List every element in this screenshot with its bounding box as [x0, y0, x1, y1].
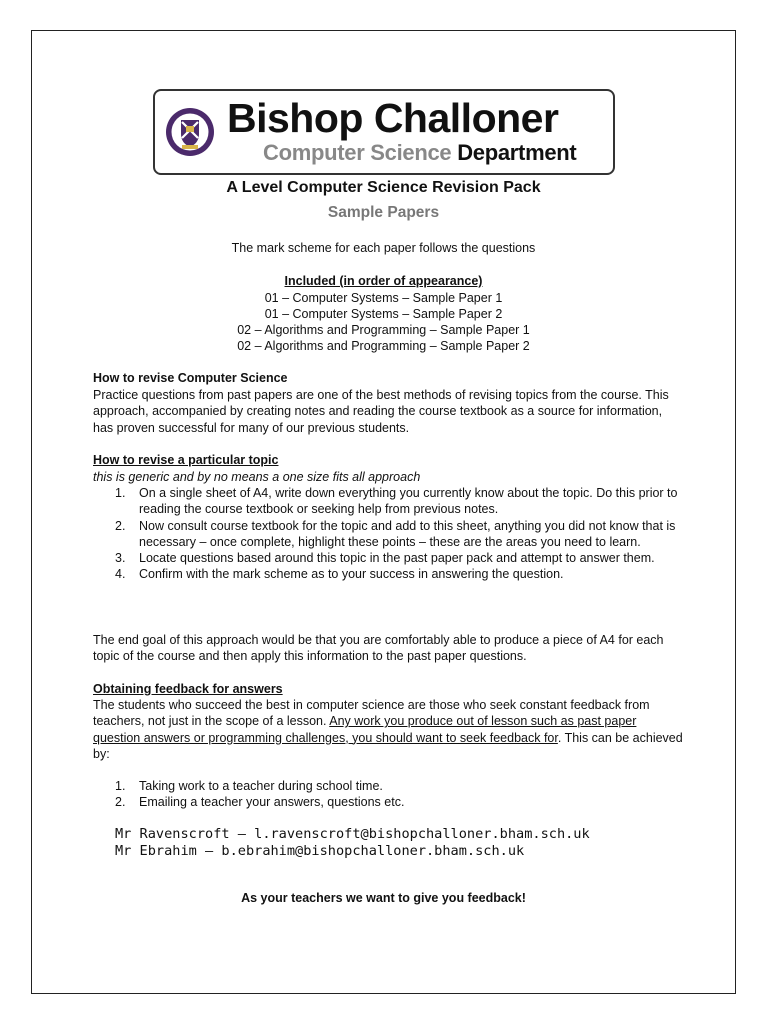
intro-text: The mark scheme for each paper follows the questions [231, 241, 536, 255]
list-item [93, 794, 683, 810]
step-number: 4. [115, 567, 126, 582]
topic-note: this is generic and by no means a one size fits all approach [93, 470, 421, 484]
list-item [93, 550, 683, 566]
method-text: Taking work to a teacher during school time. [139, 779, 383, 793]
feedback-heading: Obtaining feedback for answers [93, 682, 283, 696]
list-item [93, 778, 683, 794]
school-crest-icon [165, 107, 215, 157]
step-text: On a single sheet of A4, write down everything you currently know about the topic. Do this prior to reading the course textbook or seeking help from previous notes. [139, 486, 678, 517]
teacher-contact: Mr Ravenscroft – l.ravenscroft@bishopchalloner.bham.sch.uk [115, 826, 590, 842]
step-text: Now consult course textbook for the topic and add to this sheet, anything you did not know that is necessary – once complete, highlight these points – these are the areas you need to learn. [139, 518, 676, 549]
school-logo-banner [153, 89, 615, 175]
list-item [93, 518, 683, 551]
teacher-contact: Mr Ebrahim – b.ebrahim@bishopchalloner.bham.sch.uk [115, 843, 525, 859]
step-text: Confirm with the mark scheme as to your success in answering the question. [139, 567, 564, 582]
revise-body: Practice questions from past papers are one of the best methods of revising topics from the course. This approach, accompanied by creating notes and reading the course textbook as a source for information, has proven successful for many of our previous students. [93, 388, 669, 435]
list-item [93, 485, 683, 518]
step-text: Locate questions based around this topic in the past paper pack and attempt to answer them. [139, 551, 655, 566]
goal-text: The end goal of this approach would be that you are comfortably able to produce a piece of A4 for each topic of the course and then apply this information to the past paper questions. [93, 633, 664, 664]
step-number: 2. [115, 518, 126, 533]
revise-heading: How to revise Computer Science [93, 371, 288, 385]
department-word: Department [457, 140, 577, 165]
included-item: 01 – Computer Systems – Sample Paper 2 [264, 307, 503, 321]
page-subtitle: Sample Papers [327, 204, 440, 221]
included-item: 01 – Computer Systems – Sample Paper 1 [264, 291, 503, 305]
step-number: 3. [115, 551, 126, 566]
method-number: 2. [115, 795, 126, 810]
method-number: 1. [115, 779, 126, 793]
feedback-body [93, 697, 683, 762]
feedback-body-emphasis: Any work you produce out of lesson such as past paper question answers or programming challenges, you should want to seek feedback for [93, 714, 637, 745]
topic-heading: How to revise a particular topic [93, 453, 279, 467]
feedback-methods-list [93, 778, 683, 811]
list-item [93, 566, 683, 582]
included-item: 02 – Algorithms and Programming – Sample Paper 2 [237, 339, 530, 353]
department-subject: Computer Science [263, 140, 452, 165]
closing-statement: As your teachers we want to give you feedback! [241, 891, 526, 905]
included-heading: Included (in order of appearance) [284, 274, 483, 288]
topic-steps-list [93, 485, 683, 583]
department-name [263, 140, 576, 166]
feedback-body-start: The students who succeed the best in computer science are those who seek constant feedback from teachers, not just in the scope of a lesson. [93, 698, 650, 729]
feedback-body-end: . This can be achieved by: [93, 730, 683, 761]
page-title: A Level Computer Science Revision Pack [226, 179, 541, 196]
method-text: Emailing a teacher your answers, questions etc. [139, 795, 405, 810]
step-number: 1. [115, 486, 126, 500]
included-item: 02 – Algorithms and Programming – Sample Paper 1 [237, 323, 530, 337]
school-name: Bishop Challoner [227, 95, 559, 141]
